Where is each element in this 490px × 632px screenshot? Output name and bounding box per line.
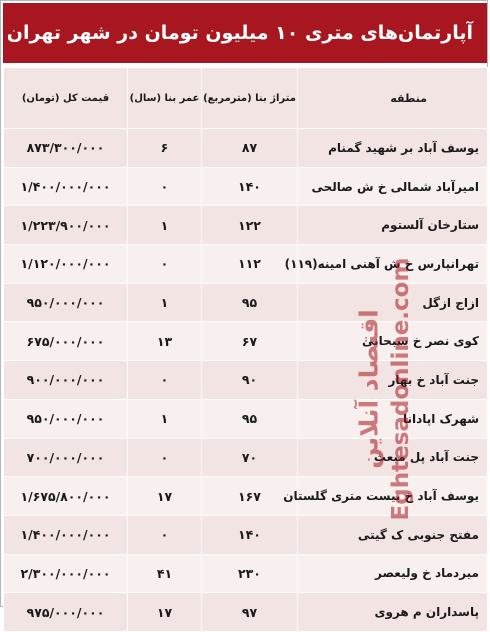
table-row bbox=[4, 322, 488, 361]
cell-age: ۰ bbox=[128, 515, 202, 554]
cell-age: ۱ bbox=[128, 206, 202, 245]
cell-age: ۱ bbox=[128, 399, 202, 438]
cell-size: ۱۱۲ bbox=[202, 245, 298, 284]
price-table bbox=[3, 67, 488, 632]
cell-area: کوی نصر خ سبحانی bbox=[298, 322, 488, 361]
cell-size: ۱۴۰ bbox=[202, 515, 298, 554]
cell-age: ۶ bbox=[128, 129, 202, 168]
table-row bbox=[4, 515, 488, 554]
cell-size: ۱۶۷ bbox=[202, 477, 298, 516]
header-age: عمر بنا (سال) bbox=[128, 68, 202, 129]
table-row bbox=[4, 554, 488, 593]
header-price: قیمت کل (تومان) bbox=[4, 68, 128, 129]
cell-age: ۰ bbox=[128, 438, 202, 477]
cell-area: شهرک اپادانا bbox=[298, 399, 488, 438]
cell-size: ۸۷ bbox=[202, 129, 298, 168]
table-row bbox=[4, 283, 488, 322]
table-row bbox=[4, 399, 488, 438]
watermark-en: Eghtesadonline.com bbox=[388, 257, 414, 521]
cell-age: ۱۷ bbox=[128, 593, 202, 632]
cell-price: ۱/۶۷۵/۸۰۰/۰۰۰ bbox=[4, 477, 128, 516]
table-row bbox=[4, 167, 488, 206]
table-row bbox=[4, 245, 488, 284]
cell-price: ۱/۲۲۳/۹۰۰/۰۰۰ bbox=[4, 206, 128, 245]
cell-age: ۴۱ bbox=[128, 554, 202, 593]
cell-price: ۹۰۰/۰۰۰/۰۰۰ bbox=[4, 361, 128, 400]
cell-age: ۱۳ bbox=[128, 322, 202, 361]
cell-size: ۲۳۰ bbox=[202, 554, 298, 593]
cell-age: ۱۷ bbox=[128, 477, 202, 516]
table-header-row bbox=[4, 68, 488, 129]
cell-price: ۱/۱۲۰/۰۰۰/۰۰۰ bbox=[4, 245, 128, 284]
cell-area: میردماد خ ولیعصر bbox=[298, 554, 488, 593]
cell-price: ۹۷۵/۰۰۰/۰۰۰ bbox=[4, 593, 128, 632]
cell-area: مفتح جنوبی ک گیتی bbox=[298, 515, 488, 554]
cell-area: تهرانپارس خ ش آهنی امینه(۱۱۹) bbox=[298, 245, 488, 284]
cell-area: جنت آباد پل مبعث bbox=[298, 438, 488, 477]
header-area: منطقه bbox=[298, 68, 488, 129]
table-row bbox=[4, 206, 488, 245]
header-size: متراژ بنا (مترمربع) bbox=[202, 68, 298, 129]
cell-price: ۱/۴۰۰/۰۰۰/۰۰۰ bbox=[4, 167, 128, 206]
cell-price: ۶۷۵/۰۰۰/۰۰۰ bbox=[4, 322, 128, 361]
cell-area: امیرآباد شمالی خ ش صالحی bbox=[298, 167, 488, 206]
cell-size: ۹۰ bbox=[202, 361, 298, 400]
cell-price: ۲/۳۰۰/۰۰۰/۰۰۰ bbox=[4, 554, 128, 593]
cell-size: ۱۴۰ bbox=[202, 167, 298, 206]
cell-area: ستارخان آلستوم bbox=[298, 206, 488, 245]
cell-price: ۷۰۰/۰۰۰/۰۰۰ bbox=[4, 438, 128, 477]
cell-size: ۶۷ bbox=[202, 322, 298, 361]
table-row bbox=[4, 361, 488, 400]
cell-age: ۰ bbox=[128, 361, 202, 400]
cell-price: ۹۵۰/۰۰۰/۰۰۰ bbox=[4, 399, 128, 438]
table-row bbox=[4, 129, 488, 168]
cell-price: ۸۷۳/۳۰۰/۰۰۰ bbox=[4, 129, 128, 168]
cell-area: ازاج ازگل bbox=[298, 283, 488, 322]
cell-size: ۹۷ bbox=[202, 593, 298, 632]
table-row bbox=[4, 593, 488, 632]
page-title: آپارتمان‌های متری ۱۰ میلیون تومان در شهر تهران bbox=[6, 22, 473, 44]
cell-price: ۹۵۰/۰۰۰/۰۰۰ bbox=[4, 283, 128, 322]
table-row bbox=[4, 477, 488, 516]
cell-size: ۷۰ bbox=[202, 438, 298, 477]
cell-size: ۹۵ bbox=[202, 399, 298, 438]
cell-size: ۱۲۲ bbox=[202, 206, 298, 245]
cell-age: ۱ bbox=[128, 283, 202, 322]
cell-size: ۹۵ bbox=[202, 283, 298, 322]
cell-area: یوسف آباد بر شهید گمنام bbox=[298, 129, 488, 168]
cell-age: ۰ bbox=[128, 245, 202, 284]
title-bar bbox=[3, 3, 487, 65]
table-row bbox=[4, 438, 488, 477]
cell-area: پاسداران م هروی bbox=[298, 593, 488, 632]
cell-price: ۱/۴۰۰/۰۰۰/۰۰۰ bbox=[4, 515, 128, 554]
cell-area: جنت آباد خ بهار bbox=[298, 361, 488, 400]
cell-area: یوسف آباد خ بیست متری گلستان bbox=[298, 477, 488, 516]
watermark-fa: اقتصاد آنلاین bbox=[354, 309, 384, 469]
cell-age: ۰ bbox=[128, 167, 202, 206]
